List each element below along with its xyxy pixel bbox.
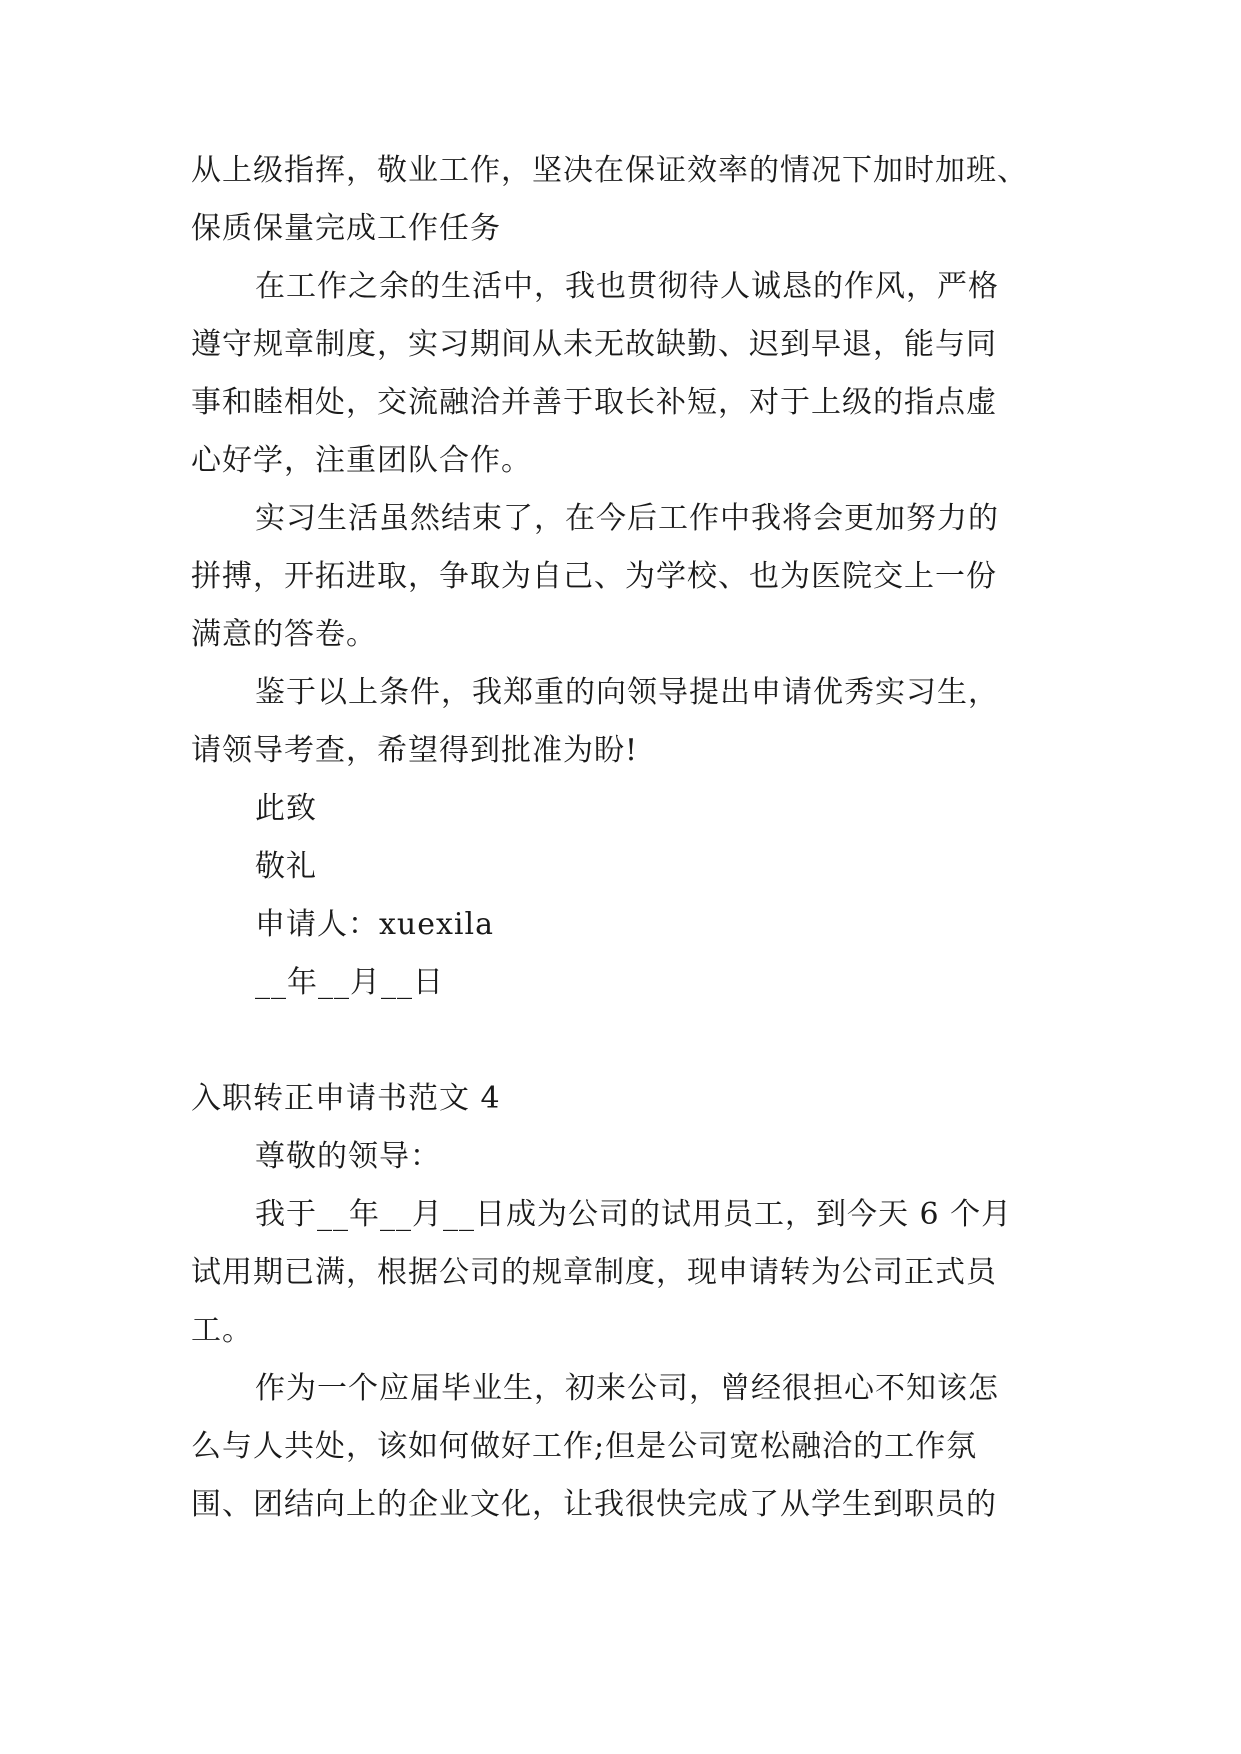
date-line: __年__月__日 xyxy=(255,965,444,1000)
text-line: 在工作之余的生活中，我也贯彻待人诚恳的作风，严格 xyxy=(255,269,999,304)
text-line: 么与人共处，该如何做好工作;但是公司宽松融洽的工作氛 xyxy=(191,1429,978,1464)
text-line: 心好学，注重团队合作。 xyxy=(191,443,532,478)
closing-salute-2: 敬礼 xyxy=(255,849,317,884)
text-line: 围、团结向上的企业文化，让我很快完成了从学生到职员的 xyxy=(191,1487,997,1522)
text-line: 工。 xyxy=(191,1313,253,1348)
greeting: 尊敬的领导： xyxy=(255,1139,441,1174)
paragraph-1 xyxy=(191,142,1061,258)
text-line: 我于__年__月__日成为公司的试用员工，到今天 6 个月 xyxy=(255,1197,1013,1232)
text-line: 从上级指挥，敬业工作，坚决在保证效率的情况下加时加班、 xyxy=(191,153,1028,188)
section-title: 入职转正申请书范文 4 xyxy=(191,1081,501,1116)
text-line: 事和睦相处，交流融洽并善于取长补短，对于上级的指点虚 xyxy=(191,385,997,420)
text-line: 满意的答卷。 xyxy=(191,617,377,652)
document-body xyxy=(191,142,1061,1534)
applicant-signature: 申请人：xuexila xyxy=(255,907,494,942)
closing-block xyxy=(191,780,1061,1012)
paragraph-2 xyxy=(191,258,1061,490)
text-line: 拼搏，开拓进取，争取为自己、为学校、也为医院交上一份 xyxy=(191,559,997,594)
paragraph-5 xyxy=(191,1186,1061,1360)
text-line: 保质保量完成工作任务 xyxy=(191,211,501,246)
closing-salute-1: 此致 xyxy=(255,791,317,826)
paragraph-6 xyxy=(191,1360,1061,1534)
paragraph-3 xyxy=(191,490,1061,664)
section-spacer xyxy=(191,1012,1061,1070)
text-line: 请领导考查，希望得到批准为盼! xyxy=(191,733,639,768)
text-line: 实习生活虽然结束了，在今后工作中我将会更加努力的 xyxy=(255,501,999,536)
text-line: 试用期已满，根据公司的规章制度，现申请转为公司正式员 xyxy=(191,1255,997,1290)
text-line: 鉴于以上条件，我郑重的向领导提出申请优秀实习生， xyxy=(255,675,999,710)
text-line: 作为一个应届毕业生，初来公司，曾经很担心不知该怎 xyxy=(255,1371,999,1406)
paragraph-4 xyxy=(191,664,1061,780)
text-line: 遵守规章制度，实习期间从未无故缺勤、迟到早退，能与同 xyxy=(191,327,997,362)
